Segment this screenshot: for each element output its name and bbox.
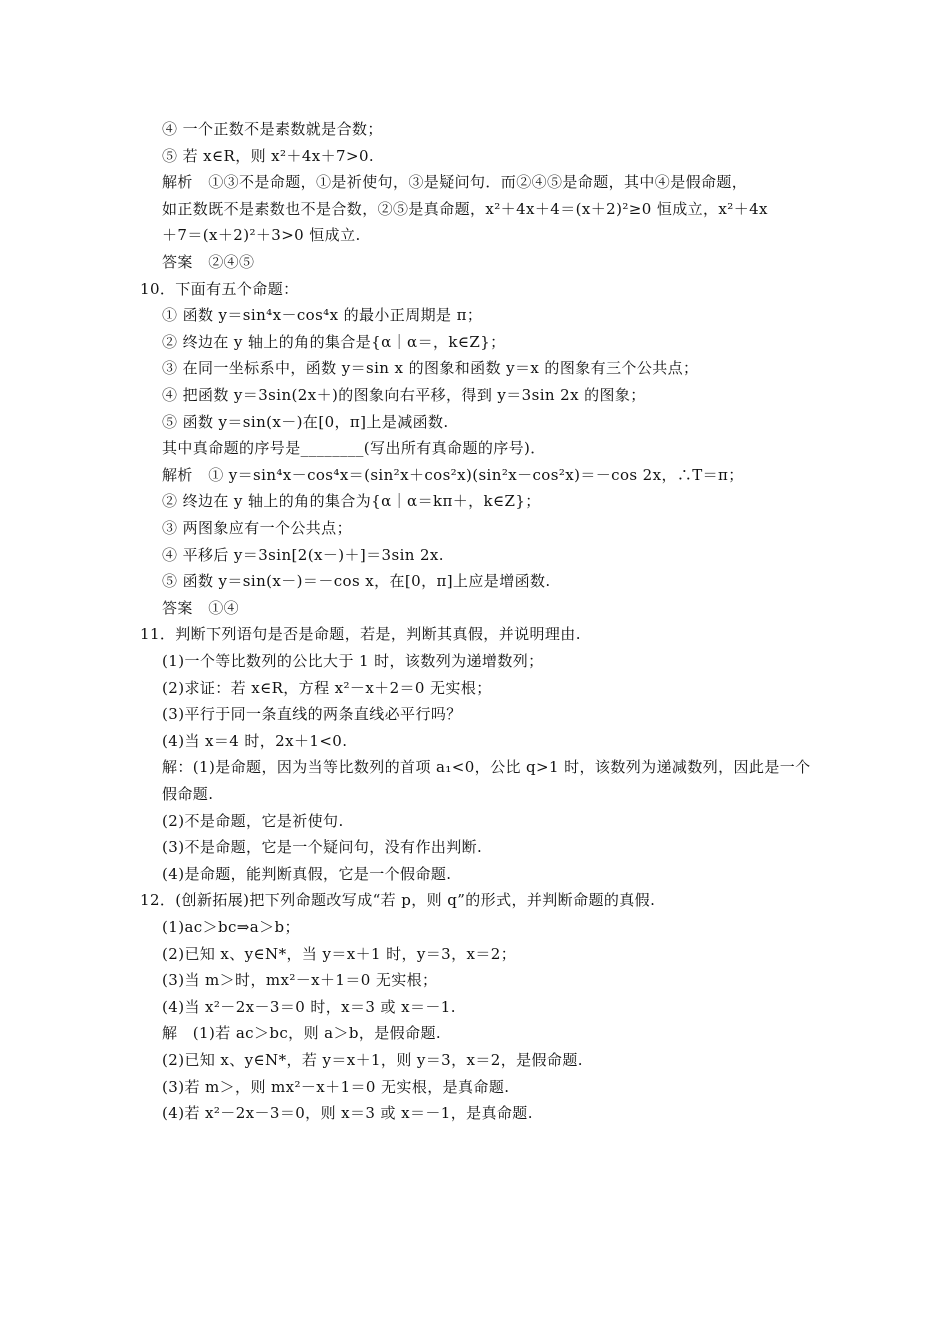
text-line: ③ 两图象应有一个公共点； (162, 519, 352, 537)
question-heading: 11．判断下列语句是否是命题，若是，判断其真假，并说明理由. (140, 625, 581, 643)
text-line: ④ 一个正数不是素数就是合数； (162, 120, 383, 138)
text-line: ② 终边在 y 轴上的角的集合为{α｜α＝kπ＋，k∈Z}； (162, 492, 541, 510)
text-line: (2)不是命题，它是祈使句. (162, 812, 344, 830)
text-line: 解析 ①③不是命题，①是祈使句，③是疑问句．而②④⑤是命题，其中④是假命题， (162, 173, 748, 191)
text-line: (4)当 x＝4 时，2x＋1<0. (162, 732, 348, 750)
question-heading: 12．(创新拓展)把下列命题改写成“若 p，则 q”的形式，并判断命题的真假. (140, 891, 656, 909)
question-heading: 10．下面有五个命题： (140, 280, 299, 298)
text-line: 如正数既不是素数也不是合数，②⑤是真命题，x²＋4x＋4＝(x＋2)²≥0 恒成立，x²＋4x (162, 200, 768, 218)
text-line: (4)是命题，能判断真假，它是一个假命题. (162, 865, 452, 883)
text-line: 答案 ②④⑤ (162, 253, 255, 271)
text-line: (3)平行于同一条直线的两条直线必平行吗？ (162, 705, 462, 723)
text-line: (4)当 x²－2x－3＝0 时，x＝3 或 x＝－1. (162, 998, 456, 1016)
text-line: (3)不是命题，它是一个疑问句，没有作出判断. (162, 838, 483, 856)
text-line: ⑤ 函数 y＝sin(x－)＝－cos x，在[0，π]上应是增函数. (162, 572, 551, 590)
text-line: ① 函数 y＝sin⁴x－cos⁴x 的最小正周期是 π； (162, 306, 483, 324)
text-line: ⑤ 函数 y＝sin(x－)在[0，π]上是减函数. (162, 413, 449, 431)
text-line: 解 (1)若 ac＞bc，则 a＞b，是假命题. (162, 1024, 442, 1042)
text-line: ＋7＝(x＋2)²＋3>0 恒成立. (162, 226, 361, 244)
text-line: (1)一个等比数列的公比大于 1 时，该数列为递增数列； (162, 652, 544, 670)
text-line: (1)ac＞bc⇒a＞b； (162, 918, 300, 936)
text-line: ② 终边在 y 轴上的角的集合是{α｜α＝，k∈Z}； (162, 333, 506, 351)
text-line: 假命题. (162, 785, 214, 803)
text-line: ③ 在同一坐标系中，函数 y＝sin x 的图象和函数 y＝x 的图象有三个公共点； (162, 359, 699, 377)
text-line: 其中真命题的序号是________(写出所有真命题的序号)． (162, 439, 546, 457)
text-line: (2)求证：若 x∈R，方程 x²－x＋2＝0 无实根； (162, 679, 492, 697)
text-line: 解析 ① y＝sin⁴x－cos⁴x＝(sin²x＋cos²x)(sin²x－cos²x)＝－cos 2x，∴T＝π； (162, 466, 744, 484)
text-line: (3)当 m＞时，mx²－x＋1＝0 无实根； (162, 971, 438, 989)
text-line: 答案 ①④ (162, 599, 240, 617)
text-line: (2)已知 x、y∈N*，若 y＝x＋1，则 y＝3，x＝2，是假命题. (162, 1051, 583, 1069)
text-line: 解：(1)是命题，因为当等比数列的首项 a₁<0，公比 q>1 时，该数列为递减数列，因此是一个 (162, 758, 811, 776)
text-line: ④ 把函数 y＝3sin(2x＋)的图象向右平移，得到 y＝3sin 2x 的图象； (162, 386, 646, 404)
text-line: (3)若 m＞，则 mx²－x＋1＝0 无实根，是真命题. (162, 1078, 510, 1096)
text-line: (2)已知 x、y∈N*，当 y＝x＋1 时，y＝3，x＝2； (162, 945, 517, 963)
text-line: ④ 平移后 y＝3sin[2(x－)＋]＝3sin 2x. (162, 546, 444, 564)
text-line: (4)若 x²－2x－3＝0，则 x＝3 或 x＝－1，是真命题. (162, 1104, 533, 1122)
text-line: ⑤ 若 x∈R，则 x²＋4x＋7>0. (162, 147, 375, 165)
